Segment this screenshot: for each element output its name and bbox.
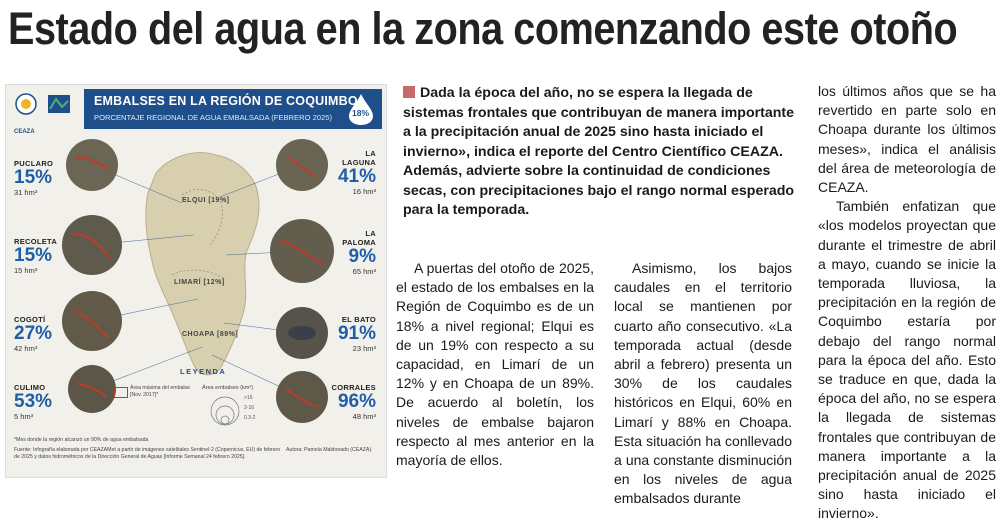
logo-text: CEAZA [14, 129, 35, 135]
reservoir-name: PALOMA [342, 238, 376, 247]
legend-max-area-text: Área máxima del embalse [Nov. 2017]* [130, 385, 190, 398]
reservoir-name: RECOLETA [14, 237, 58, 246]
reservoir-recoleta [14, 237, 134, 275]
reservoir-volume: 42 hm³ [14, 344, 38, 353]
reservoir-volume: 65 hm³ [352, 267, 376, 276]
basin-limari: LIMARÍ [12%] [174, 279, 225, 286]
lead-marker [403, 86, 415, 98]
reservoir-corrales [256, 383, 376, 421]
article-paragraph: También enfatizan que «los modelos proyectan que durante el trimestre de abril a mayo, cuando se inicie la temporada lluviosa, la precipitación en la región de Coquimbo estaría por debajo del rango normal para la época del año. Esto se traduce en que, dada la época del año, no se espera la llegada de sistemas frontales que contribuyan de manera importante a la precipitación anual de 2025 sino hasta iniciado el invierno». [818, 198, 996, 522]
legend-area-large: >16 [244, 395, 253, 401]
article-column-3 [818, 82, 996, 524]
reservoir-la-paloma [256, 229, 376, 276]
legend-max-area-swatch [114, 387, 128, 398]
infographic-title: EMBALSES EN LA REGIÓN DE COQUIMBO [94, 94, 358, 108]
reservoir-volume: 23 hm³ [352, 344, 376, 353]
reservoir-la-laguna [256, 149, 376, 196]
ceaza-logo [12, 91, 78, 129]
reservoir-volume: 48 hm³ [352, 412, 376, 421]
infographic-banner [84, 89, 382, 129]
article-column-1 [396, 259, 594, 470]
infographic-subtitle: PORCENTAJE REGIONAL DE AGUA EMBALSADA (FEBRERO 2025) [94, 113, 333, 122]
infographic-footnote: *Mes donde la región alcanzó un 90% de agua embalsada [14, 437, 149, 443]
legend-area-small: 0.3-2 [244, 415, 256, 421]
legend-area-circles [210, 393, 240, 429]
regional-percentage: 18% [351, 108, 369, 118]
reservoir-volume: 16 hm³ [352, 187, 376, 196]
reservoir-percentage: 27% [14, 323, 53, 344]
lead-text: Dada la época del año, no se espera la llegada de sistemas frontales que contribuyan de manera importante a la precipitación anual de 2025 sino hasta iniciado el invierno», indica el reporte del Centro Científico CEAZA. Además, advierte sobre la continuidad de condiciones secas, con precipitaciones bajo el rango normal esperado para la temporada. [403, 85, 795, 218]
basin-elqui: ELQUI [19%] [182, 197, 230, 204]
reservoir-name: LAGUNA [342, 158, 376, 167]
reservoir-name-prefix: LA [365, 149, 376, 158]
legend-title: LEYENDA [180, 367, 227, 376]
lead-paragraph [403, 84, 803, 221]
reservoir-name: EL BATO [341, 315, 376, 324]
reservoir-name: CULIMO [14, 383, 46, 392]
reservoir-cogoti [14, 315, 134, 353]
reservoir-name: PUCLARO [14, 159, 54, 168]
reservoir-percentage: 41% [337, 166, 376, 187]
legend-area-medium: 2-16 [244, 405, 255, 411]
reservoir-volume: 31 hm³ [14, 188, 38, 197]
reservoir-name-prefix: LA [365, 229, 376, 238]
reservoir-infographic [5, 84, 387, 478]
infographic-author: Autora: Pamela Maldonado (CEAZA). [286, 447, 373, 453]
article-column-2 [614, 259, 792, 509]
reservoir-percentage: 15% [14, 245, 53, 266]
article-paragraph: A puertas del otoño de 2025, el estado de los embalses en la Región de Coquimbo es de un 18% a nivel regional; Elqui es de un 19% con respecto a su capacidad, en Limarí de un 12% y en Choapa de un 89%. De acuerdo al boletín, los niveles de embalse bajaron respecto al mes anterior en la mayoría de ellos. [396, 260, 594, 469]
reservoir-percentage: 53% [14, 391, 53, 412]
reservoir-name: COGOTÍ [14, 315, 46, 324]
infographic-source: Fuente: Infografía elaborada por CEAZAMet a partir de imágenes satelitales Sentinel-2 (Copernicus, EU) de febrero de 2025 y datos hidrométricos de la Dirección General de Aguas [Informe Semanal 24 febrero 2025]. [14, 447, 281, 460]
reservoir-volume: 15 hm³ [14, 266, 38, 275]
reservoir-percentage: 15% [14, 167, 53, 188]
article-paragraph: los últimos años que se ha revertido en parte solo en Choapa durante los últimos meses», indica el análisis del área de meteorología de CEAZA. [818, 83, 996, 196]
basin-choapa: CHOAPA [89%] [182, 331, 239, 338]
reservoir-el-bato [256, 315, 376, 353]
article-paragraph: Asimismo, los bajos caudales en el territorio local se mantienen por cuarto año consecutivo. «La temporada actual (desde abril a febrero) presenta un 30% de los caudales históricos en Elqui, 60% en Limarí y 88% en Choapa. Esta situación ha conllevado a una constante disminución en los niveles de agua embalsados durante [614, 260, 792, 507]
legend-area-title: Área embalses (km²) [202, 385, 254, 391]
reservoir-percentage: 91% [337, 323, 376, 344]
reservoir-percentage: 9% [348, 246, 376, 267]
reservoir-puclaro [14, 159, 134, 197]
reservoir-name: CORRALES [331, 383, 376, 392]
reservoir-volume: 5 hm³ [14, 412, 34, 421]
reservoir-percentage: 96% [337, 391, 376, 412]
headline: Estado del agua en la zona comenzando este otoño [8, 3, 958, 54]
